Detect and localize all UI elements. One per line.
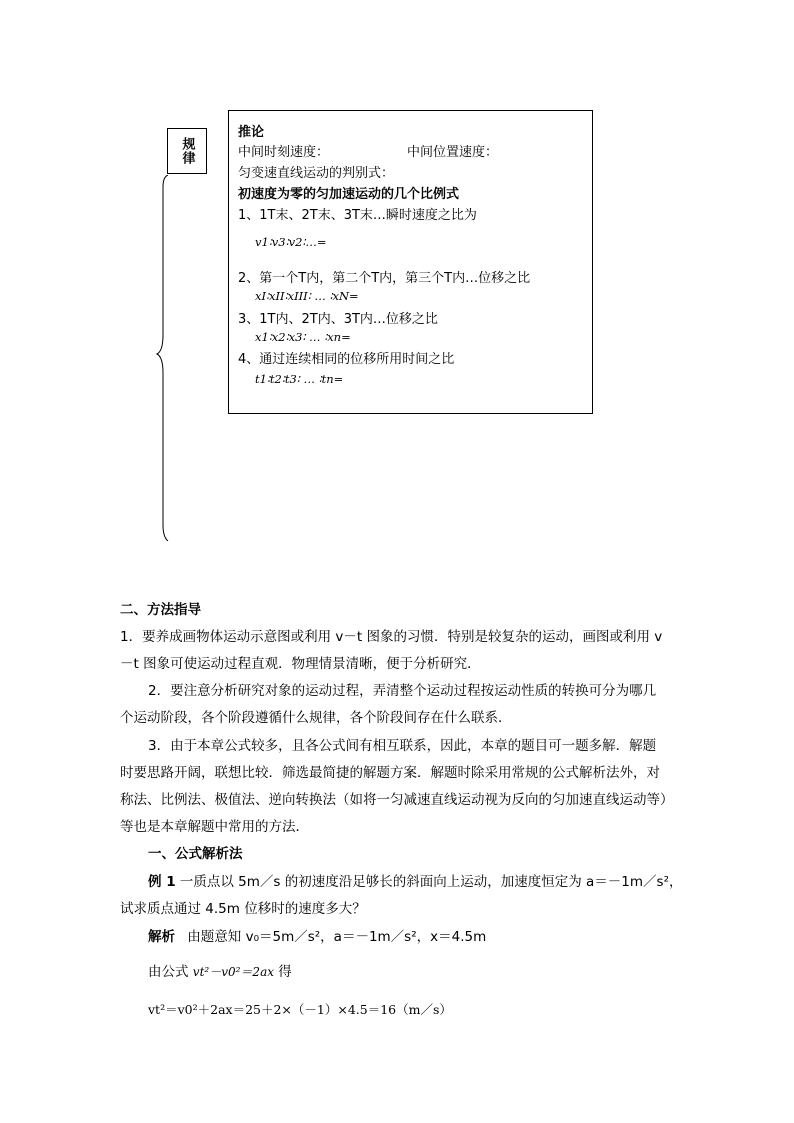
- formula-prefix: 由公式: [148, 964, 189, 980]
- solution-row: [148, 927, 486, 947]
- criterion: 匀变速直线运动的判别式：: [238, 166, 395, 181]
- para3-line3: 称法、比例法、极值法、逆向转换法（如将一匀减速直线运动视为反向的匀加速直线运动等）: [120, 792, 674, 808]
- formula-2: vt²＝v0²＋2ax＝25＋2×（－1）×4.5＝16（m／s）: [148, 1002, 452, 1017]
- box-title: 推论: [238, 125, 265, 140]
- para3-line2: 时要思路开阔，联想比较．筛选最简捷的解题方案．解题时除采用常规的公式解析法外，对: [120, 765, 660, 781]
- inference-box: [228, 110, 593, 414]
- item-2-formula: xI∶xII∶xIII∶ … ∶xN=: [255, 289, 359, 303]
- item-4-formula: t1∶t2∶t3∶ … ∶tn=: [255, 372, 344, 386]
- item-2: 2、第一个T内，第二个T内，第三个T内…位移之比: [238, 271, 531, 286]
- item-1-formula: v1∶v3∶v2∶…=: [255, 235, 327, 249]
- brace-shape: [155, 175, 171, 541]
- solution-label: 解析: [148, 929, 175, 945]
- mid-time-speed: 中间时刻速度：: [238, 145, 330, 160]
- example-line2: 试求质点通过 4.5m 位移时的速度多大？: [120, 901, 366, 917]
- subheading: 一、公式解析法: [148, 846, 243, 862]
- para1-line1: 1．要养成画物体运动示意图或利用 v－t 图象的习惯．特别是较复杂的运动，画图或利用 v: [120, 629, 663, 645]
- section-heading: 二、方法指导: [120, 602, 201, 618]
- item-3: 3、1T内、2T内、3T内…位移之比: [238, 312, 438, 327]
- side-label-box: [167, 128, 207, 174]
- para1-line2: －t 图象可使运动过程直观．物理情景清晰，便于分析研究．: [120, 656, 481, 672]
- example-line1: 一质点以 5m／s 的初速度沿足够长的斜面向上运动，加速度恒定为 a＝－1m／s²，: [179, 874, 683, 890]
- item-1: 1、1T末、2T末、3T末…瞬时速度之比为: [238, 208, 477, 223]
- para3-line4: 等也是本章解题中常用的方法．: [120, 819, 309, 835]
- ratios-heading: 初速度为零的匀加速运动的几个比例式: [238, 187, 460, 202]
- item-3-formula: x1∶x2∶x3∶ … ∶xn=: [255, 330, 351, 344]
- para3-line1: 3．由于本章公式较多，且各公式间有相互联系，因此，本章的题目可一题多解．解题: [148, 738, 657, 754]
- formula-suffix: 得: [278, 964, 292, 980]
- example-line1-row: [148, 872, 683, 892]
- item-4: 4、通过连续相同的位移所用时间之比: [238, 352, 455, 367]
- para2-line2: 个运动阶段，各个阶段遵循什么规律，各个阶段间存在什么联系．: [120, 710, 512, 726]
- solution-line1: 由题意知 v₀＝5m／s²，a＝－1m／s²，x＝4.5m: [187, 929, 487, 945]
- formula-1: vt²－v0²＝2ax: [192, 965, 274, 979]
- para2-line1: 2．要注意分析研究对象的运动过程，弄清整个运动过程按运动性质的转换可分为哪几: [148, 683, 657, 699]
- side-label: 规律: [179, 137, 195, 165]
- example-label: 例 1: [148, 874, 176, 890]
- mid-position-speed: 中间位置速度：: [407, 145, 499, 160]
- formula-row: [148, 962, 292, 982]
